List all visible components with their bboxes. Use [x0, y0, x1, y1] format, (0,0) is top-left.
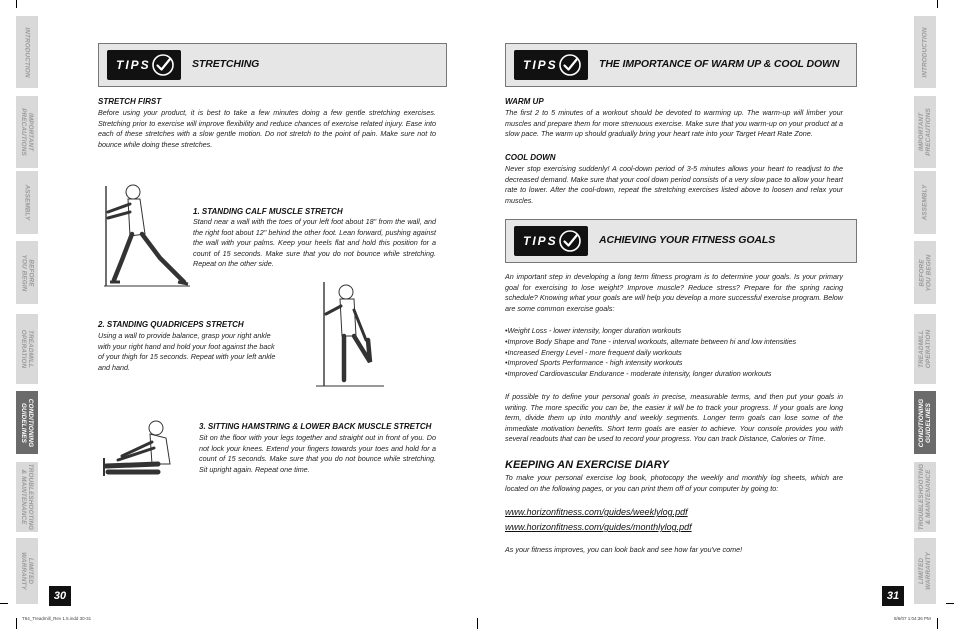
quad-stretch-heading: 2. STANDING QUADRICEPS STRETCH	[98, 320, 244, 329]
stretch-first-heading: STRETCH FIRST	[98, 97, 162, 106]
nav-tab-treadmill-operation	[16, 314, 38, 384]
warmup-tips-header	[505, 43, 857, 87]
goals-list	[505, 326, 850, 380]
nav-tab-label: ASSEMBLY	[23, 184, 31, 221]
cooldown-heading: COOL DOWN	[505, 153, 556, 162]
nav-tab-label: ASSEMBLY	[921, 184, 929, 221]
goal-list-item: • Improved Cardiovascular Endurance - moderate intensity, longer duration workouts	[505, 369, 850, 380]
nav-tab-troubleshooting-maintenance	[914, 462, 936, 532]
page-number-right: 31	[882, 586, 904, 606]
nav-tab-assembly	[16, 171, 38, 234]
nav-tab-introduction	[914, 16, 936, 88]
checkmark-circle-icon	[558, 53, 582, 77]
checkmark-circle-icon	[558, 229, 582, 253]
tips-badge	[514, 226, 588, 256]
nav-tab-label: CONDITIONING GUIDELINES	[918, 398, 933, 447]
goals-intro: An important step in developing a long term fitness program is to determine your goals. Is your primary goal for exercising to lose weight? Improve muscle? Reduce stress? Prepare for the spring racing schedule? Knowing what your goals are will help you develop a more successful exercise program. Below are some common exercise goals:	[505, 272, 843, 313]
nav-tab-limited-warranty	[914, 538, 936, 604]
hamstring-stretch-heading: 3. SITTING HAMSTRING & LOWER BACK MUSCLE STRETCH	[199, 422, 432, 431]
nav-tab-conditioning-guidelines	[914, 391, 936, 454]
crop-mark	[937, 618, 938, 629]
goals-body: If possible try to define your personal goals in precise, measurable terms, and then put your goals in writing. The more specific you can be, the easier it will be to track your progress. If your goals are long term, divide them up into monthly and weekly segments. Longer term goals can lose some of the immediate motivation benefits. Short term goals are easier to achieve. Your console provides you with several readouts that can be used to record your progress. You can track Distance, Calories or Time.	[505, 392, 843, 443]
crop-mark	[16, 618, 17, 629]
calf-stretch-illustration	[100, 182, 192, 290]
nav-tab-label: BEFORE YOU BEGIN	[918, 254, 933, 291]
tips-label: TIPS	[523, 58, 558, 72]
hamstring-stretch-illustration	[100, 414, 192, 484]
nav-tab-label: INTRODUCTION	[23, 26, 31, 78]
section-title-goals: ACHIEVING YOUR FITNESS GOALS	[599, 234, 776, 246]
tips-label: TIPS	[523, 234, 558, 248]
nav-tab-label: LIMITED WARRANTY	[20, 552, 35, 590]
nav-tab-label: TREADMILL OPERATION	[20, 329, 35, 369]
crop-mark	[937, 0, 938, 8]
footer-file-info: T64_Treadmill_Rev 1.5.indd 30-31	[22, 616, 92, 621]
crop-mark	[16, 0, 17, 8]
goal-list-item: • Weight Loss - lower intensity, longer duration workouts	[505, 326, 850, 337]
nav-tab-label: TROUBLESHOOTING & MAINTENANCE	[20, 463, 35, 531]
weekly-log-link[interactable]: www.horizonfitness.com/guides/weeklylog.pdf	[505, 507, 688, 517]
nav-tab-important-precautions	[914, 96, 936, 168]
goal-list-item: • Improve Body Shape and Tone - interval workouts, alternate between hi and low intensities	[505, 337, 850, 348]
quad-stretch-illustration	[314, 280, 386, 392]
nav-tab-troubleshooting-maintenance	[16, 462, 38, 532]
nav-tab-label: IMPORTANT PRECAUTIONS	[20, 108, 34, 156]
calf-stretch-body: Stand near a wall with the toes of your left foot about 18" from the wall, and the right foot about 12" behind the other foot. Lean forward, pushing against the wall with your palms. Keep your heels flat and hold this position for a count of 15 seconds. Make sure that you do not bounce while stretching. Repeat on the other side.	[193, 217, 436, 268]
goals-tips-header	[505, 219, 857, 263]
nav-tab-assembly	[914, 171, 936, 234]
nav-tab-important-precautions	[16, 96, 38, 168]
nav-tab-treadmill-operation	[914, 314, 936, 384]
warmup-heading: WARM UP	[505, 97, 544, 106]
nav-tab-limited-warranty	[16, 538, 38, 604]
tips-badge	[514, 50, 588, 80]
cooldown-body: Never stop exercising suddenly! A cool-down period of 3-5 minutes allows your heart to readjust to the decreased demand. Make sure that your cool down period consists of a very slow pace to allow your heart rate to lower. After the cool-down, repeat the stretching exercises listed above to loosen and relax your muscles.	[505, 164, 843, 205]
section-title-stretching: STRETCHING	[192, 58, 260, 70]
nav-tab-conditioning-guidelines	[16, 391, 38, 454]
nav-tab-label: CONDITIONING GUIDELINES	[20, 398, 35, 447]
crop-mark	[477, 618, 478, 629]
nav-tab-before-you-begin	[914, 241, 936, 304]
nav-tab-label: IMPORTANT PRECAUTIONS	[918, 108, 932, 156]
footer-timestamp: 8/6/07 1:04:36 PM	[894, 616, 931, 621]
calf-stretch-heading: 1. STANDING CALF MUSCLE STRETCH	[193, 207, 343, 216]
hamstring-stretch-body: Sit on the floor with your legs together and straight out in front of you. Do not lock your knees. Extend your fingers towards your toes and hold for a count of 15 seconds. Make sure that you do not bounce while stretching. Sit upright again. Repeat one time.	[199, 433, 436, 474]
monthly-log-link[interactable]: www.horizonfitness.com/guides/monthlylog.pdf	[505, 522, 692, 532]
diary-body: To make your personal exercise log book, photocopy the weekly and monthly log sheets, which are located on the following pages, or you can print them off of your computer by going to:	[505, 473, 843, 493]
nav-tab-before-you-begin	[16, 241, 38, 304]
checkmark-circle-icon	[151, 53, 175, 77]
nav-tab-label: BEFORE YOU BEGIN	[20, 254, 35, 291]
tips-label: TIPS	[116, 58, 151, 72]
nav-tab-introduction	[16, 16, 38, 88]
nav-tab-label: LIMITED WARRANTY	[918, 552, 933, 590]
diary-title: KEEPING AN EXERCISE DIARY	[505, 459, 669, 471]
nav-tab-label: TREADMILL OPERATION	[918, 329, 933, 369]
stretch-first-body: Before using your product, it is best to take a few minutes doing a few gentle stretching exercises. Stretching prior to exercise will improve flexibility and reduce chances of exercise related injury. Ease into each of these stretches with a slow gentle motion. Do not stretch to the point of pain. Make sure not to bounce while doing these stretches.	[98, 108, 436, 149]
nav-tab-label: TROUBLESHOOTING & MAINTENANCE	[918, 463, 933, 531]
diary-closing: As your fitness improves, you can look back and see how far you've come!	[505, 545, 743, 554]
section-title-warmup: THE IMPORTANCE OF WARM UP & COOL DOWN	[599, 58, 840, 70]
stretching-tips-header	[98, 43, 447, 87]
nav-tab-label: INTRODUCTION	[921, 26, 929, 78]
crop-mark	[946, 603, 954, 604]
tips-badge	[107, 50, 181, 80]
crop-mark	[0, 603, 8, 604]
goal-list-item: • Improved Sports Performance - high intensity workouts	[505, 358, 850, 369]
page-number-left: 30	[49, 586, 71, 606]
warmup-body: The first 2 to 5 minutes of a workout should be devoted to warming up. The warm-up will limber your muscles and prepare them for more strenuous exercise. Make sure that you warm-up on your product at a slow pace. The warm up should gradually bring your heart rate into your Target Heart Rate Zone.	[505, 108, 843, 138]
goal-list-item: • Increased Energy Level - more frequent daily workouts	[505, 348, 850, 359]
quad-stretch-body: Using a wall to provide balance, grasp your right ankle with your right hand and hold your foot against the back of your thigh for 15 seconds. Repeat with your left ankle and hand.	[98, 331, 276, 372]
